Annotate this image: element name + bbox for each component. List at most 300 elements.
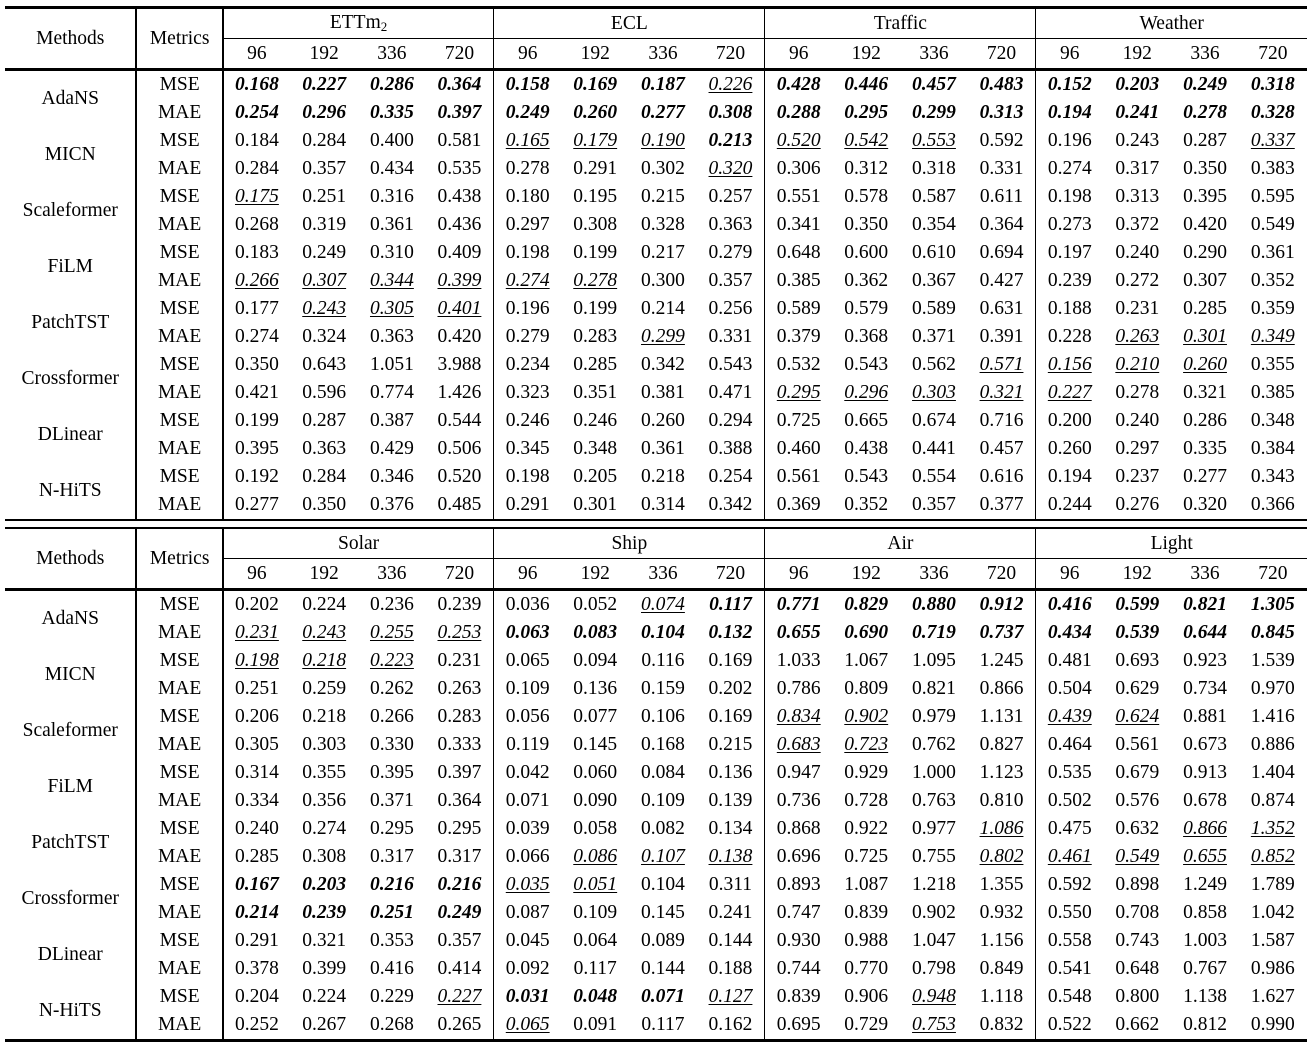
value-cell <box>1103 759 1171 787</box>
value: 1.218 <box>912 874 956 895</box>
value: 0.276 <box>1115 494 1160 515</box>
value: 0.369 <box>776 494 821 515</box>
horizon-header: 720 <box>697 39 765 70</box>
value-cell <box>629 407 696 435</box>
best-value: 0.187 <box>641 74 685 95</box>
value: 0.056 <box>505 706 550 727</box>
value-cell <box>968 70 1036 100</box>
value-cell <box>1103 379 1171 407</box>
value: 0.416 <box>369 958 414 979</box>
table-row <box>5 871 1307 899</box>
value-cell <box>358 647 425 675</box>
value-cell <box>900 463 967 491</box>
value-cell <box>968 899 1036 927</box>
value-cell <box>290 99 358 127</box>
value: 0.383 <box>1250 158 1295 179</box>
value: 0.725 <box>844 846 889 867</box>
value-cell <box>1171 703 1238 731</box>
value: 0.898 <box>1115 874 1160 895</box>
value-cell <box>223 731 290 759</box>
value: 0.678 <box>1183 790 1227 811</box>
second-best-value: 0.223 <box>369 650 414 671</box>
horizon-header: 720 <box>426 39 494 70</box>
value: 0.421 <box>234 382 279 403</box>
best-value: 0.031 <box>505 986 550 1007</box>
best-value: 0.446 <box>844 74 889 95</box>
value-cell <box>1239 731 1307 759</box>
value: 0.177 <box>234 298 279 319</box>
horizon-header: 720 <box>968 39 1036 70</box>
value: 0.359 <box>1250 298 1295 319</box>
value-cell <box>832 70 900 100</box>
value-cell <box>1171 491 1238 520</box>
value-cell <box>1239 927 1307 955</box>
metric-name: MSE <box>136 871 222 899</box>
value-cell <box>290 590 358 620</box>
metric-name: MSE <box>136 351 222 379</box>
second-best-value: 0.852 <box>1250 846 1295 867</box>
value-cell <box>832 843 900 871</box>
second-best-value: 0.074 <box>641 594 685 615</box>
value-cell <box>1239 127 1307 155</box>
value-cell <box>765 323 832 351</box>
value: 0.353 <box>369 930 414 951</box>
value: 0.922 <box>844 818 889 839</box>
value: 0.371 <box>369 790 414 811</box>
value-cell <box>561 239 629 267</box>
value-cell <box>1239 295 1307 323</box>
value: 1.047 <box>912 930 956 951</box>
value: 0.377 <box>979 494 1024 515</box>
value-cell <box>358 463 425 491</box>
value: 0.913 <box>1183 762 1227 783</box>
value: 0.312 <box>844 158 889 179</box>
value-cell <box>290 955 358 983</box>
value: 0.696 <box>776 846 821 867</box>
value-cell <box>290 491 358 520</box>
value-cell <box>832 183 900 211</box>
value-cell <box>765 463 832 491</box>
value: 0.274 <box>234 326 279 347</box>
table-row <box>5 463 1307 491</box>
value-cell <box>1239 491 1307 520</box>
value: 0.532 <box>776 354 821 375</box>
value: 3.988 <box>437 354 482 375</box>
value-cell <box>223 675 290 703</box>
value-cell <box>290 351 358 379</box>
value-cell <box>1036 675 1103 703</box>
best-value: 0.719 <box>912 622 956 643</box>
best-value: 0.655 <box>776 622 821 643</box>
value-cell <box>1036 759 1103 787</box>
value: 0.314 <box>234 762 279 783</box>
value-cell <box>1171 267 1238 295</box>
value: 0.858 <box>1183 902 1227 923</box>
value-cell <box>1036 70 1103 100</box>
value-cell <box>832 899 900 927</box>
value-cell <box>426 407 494 435</box>
value: 0.350 <box>234 354 279 375</box>
best-value: 0.308 <box>708 102 753 123</box>
value-cell <box>1171 463 1238 491</box>
value-cell <box>765 815 832 843</box>
value-cell <box>290 619 358 647</box>
value: 0.679 <box>1115 762 1160 783</box>
value-cell <box>629 647 696 675</box>
value: 0.485 <box>437 494 482 515</box>
value: 0.278 <box>505 158 550 179</box>
value: 0.395 <box>234 438 279 459</box>
table-row <box>5 155 1307 183</box>
value-cell <box>832 323 900 351</box>
value-cell <box>1036 731 1103 759</box>
value-cell <box>697 647 765 675</box>
value-cell <box>1036 211 1103 239</box>
value-cell <box>1103 491 1171 520</box>
value-cell <box>223 871 290 899</box>
value: 0.810 <box>979 790 1024 811</box>
value-cell <box>358 351 425 379</box>
value-cell <box>629 491 696 520</box>
metric-name: MAE <box>136 379 222 407</box>
value: 1.138 <box>1183 986 1227 1007</box>
value: 0.906 <box>844 986 889 1007</box>
value: 0.321 <box>1183 382 1227 403</box>
value: 0.629 <box>1115 678 1160 699</box>
value: 0.316 <box>369 186 414 207</box>
value: 0.294 <box>708 410 753 431</box>
value-cell <box>765 759 832 787</box>
value: 0.648 <box>776 242 821 263</box>
value: 0.305 <box>234 734 279 755</box>
best-value: 0.260 <box>573 102 618 123</box>
value-cell <box>1036 267 1103 295</box>
value: 0.729 <box>844 1014 889 1035</box>
table-row <box>5 647 1307 675</box>
value-cell <box>1103 590 1171 620</box>
value-cell <box>1171 70 1238 100</box>
value: 0.589 <box>776 298 821 319</box>
value-cell <box>358 955 425 983</box>
value-cell <box>765 787 832 815</box>
value: 0.475 <box>1047 818 1092 839</box>
value-cell <box>494 731 561 759</box>
value-cell <box>561 351 629 379</box>
value: 0.303 <box>302 734 347 755</box>
value: 0.240 <box>1115 410 1160 431</box>
value-cell <box>697 127 765 155</box>
value-cell <box>900 675 967 703</box>
second-best-value: 0.349 <box>1250 326 1295 347</box>
best-value: 0.278 <box>1183 102 1227 123</box>
value-cell <box>697 731 765 759</box>
value-cell <box>697 787 765 815</box>
value-cell <box>1239 1011 1307 1041</box>
value: 0.541 <box>1047 958 1092 979</box>
best-value: 0.117 <box>709 594 752 615</box>
best-value: 0.299 <box>912 102 956 123</box>
value: 0.767 <box>1183 958 1227 979</box>
value: 0.361 <box>1250 242 1295 263</box>
value-cell <box>223 647 290 675</box>
value-cell <box>968 871 1036 899</box>
value: 0.839 <box>844 902 889 923</box>
value-cell <box>358 183 425 211</box>
value: 0.460 <box>776 438 821 459</box>
method-name: MICN <box>5 127 136 183</box>
value-cell <box>290 843 358 871</box>
value: 0.481 <box>1047 650 1092 671</box>
value-cell <box>1103 843 1171 871</box>
value: 0.183 <box>234 242 279 263</box>
table-row <box>5 731 1307 759</box>
value-cell <box>561 1011 629 1041</box>
horizon-header: 96 <box>1036 559 1103 590</box>
value-cell <box>1239 407 1307 435</box>
value-cell <box>1171 127 1238 155</box>
table-row <box>5 211 1307 239</box>
value: 0.331 <box>979 158 1024 179</box>
value-cell <box>832 239 900 267</box>
value: 1.087 <box>844 874 889 895</box>
best-value: 0.318 <box>1250 74 1295 95</box>
value: 0.352 <box>1250 270 1295 291</box>
value-cell <box>1239 183 1307 211</box>
value-cell <box>968 843 1036 871</box>
value-cell <box>1103 70 1171 100</box>
second-best-value: 0.305 <box>369 298 414 319</box>
value-cell <box>494 155 561 183</box>
value-cell <box>1103 703 1171 731</box>
value-cell <box>561 899 629 927</box>
second-best-value: 0.179 <box>573 130 618 151</box>
value: 0.902 <box>912 902 956 923</box>
value-cell <box>1103 295 1171 323</box>
value-cell <box>1103 351 1171 379</box>
value-cell <box>561 871 629 899</box>
value-cell <box>629 619 696 647</box>
value: 0.923 <box>1183 650 1227 671</box>
value-cell <box>1036 871 1103 899</box>
value-cell <box>968 619 1036 647</box>
value-cell <box>494 463 561 491</box>
value-cell <box>697 675 765 703</box>
value-cell <box>697 983 765 1011</box>
horizon-header: 96 <box>765 39 832 70</box>
value-cell <box>832 871 900 899</box>
value-cell <box>1036 183 1103 211</box>
dataset-header <box>765 8 1036 39</box>
value-cell <box>1036 983 1103 1011</box>
value-cell <box>900 267 967 295</box>
second-best-value: 0.051 <box>573 874 618 895</box>
value: 0.763 <box>912 790 956 811</box>
value-cell <box>358 491 425 520</box>
value-cell <box>697 351 765 379</box>
value: 0.116 <box>641 650 685 671</box>
best-value: 0.880 <box>912 594 956 615</box>
value-cell <box>561 843 629 871</box>
value-cell <box>629 815 696 843</box>
value-cell <box>629 731 696 759</box>
value: 0.331 <box>708 326 753 347</box>
value: 0.381 <box>641 382 685 403</box>
value: 0.202 <box>234 594 279 615</box>
table-row <box>5 99 1307 127</box>
value-cell <box>1171 323 1238 351</box>
value-cell <box>1171 155 1238 183</box>
value: 0.543 <box>844 466 889 487</box>
value-cell <box>832 295 900 323</box>
metric-name: MAE <box>136 323 222 351</box>
value-cell <box>1036 463 1103 491</box>
value-cell <box>494 70 561 100</box>
metric-name: MSE <box>136 927 222 955</box>
value-cell <box>426 127 494 155</box>
value: 0.094 <box>573 650 618 671</box>
value-cell <box>1036 127 1103 155</box>
value-cell <box>561 759 629 787</box>
value-cell <box>290 647 358 675</box>
value-cell <box>1036 703 1103 731</box>
value-cell <box>832 787 900 815</box>
value-cell <box>290 675 358 703</box>
value-cell <box>426 871 494 899</box>
value: 0.300 <box>641 270 685 291</box>
value-cell <box>1103 211 1171 239</box>
horizon-header: 192 <box>290 39 358 70</box>
second-best-value: 0.243 <box>302 298 347 319</box>
value: 0.042 <box>505 762 550 783</box>
value: 0.368 <box>844 326 889 347</box>
value-cell <box>629 899 696 927</box>
value-cell <box>494 407 561 435</box>
value-cell <box>629 703 696 731</box>
value: 0.249 <box>302 242 347 263</box>
value: 0.643 <box>302 354 347 375</box>
value-cell <box>561 815 629 843</box>
value-cell <box>426 211 494 239</box>
value-cell <box>561 983 629 1011</box>
value-cell <box>494 843 561 871</box>
value-cell <box>1103 267 1171 295</box>
value-cell <box>561 267 629 295</box>
value-cell <box>765 647 832 675</box>
value-cell <box>900 127 967 155</box>
value: 1.033 <box>776 650 821 671</box>
best-value: 0.296 <box>302 102 347 123</box>
value-cell <box>290 731 358 759</box>
value-cell <box>900 183 967 211</box>
value: 0.734 <box>1183 678 1227 699</box>
value-cell <box>765 619 832 647</box>
value-cell <box>561 703 629 731</box>
value: 0.194 <box>1047 466 1092 487</box>
value-cell <box>1171 183 1238 211</box>
value: 0.199 <box>573 242 618 263</box>
value-cell <box>900 703 967 731</box>
value-cell <box>697 703 765 731</box>
value-cell <box>426 379 494 407</box>
value: 0.243 <box>1115 130 1160 151</box>
value-cell <box>968 759 1036 787</box>
value-cell <box>494 787 561 815</box>
value-cell <box>1103 183 1171 211</box>
value: 0.257 <box>708 186 753 207</box>
value-cell <box>223 379 290 407</box>
value-cell <box>1103 815 1171 843</box>
value: 0.434 <box>369 158 414 179</box>
value-cell <box>1171 731 1238 759</box>
best-value: 0.599 <box>1115 594 1160 615</box>
value-cell <box>223 323 290 351</box>
second-best-value: 0.401 <box>437 298 482 319</box>
value: 0.274 <box>302 818 347 839</box>
value-cell <box>765 435 832 463</box>
value: 0.662 <box>1115 1014 1160 1035</box>
value-cell <box>1036 843 1103 871</box>
best-value: 0.158 <box>505 74 550 95</box>
value-cell <box>629 463 696 491</box>
value: 0.395 <box>369 762 414 783</box>
value-cell <box>765 899 832 927</box>
value: 0.578 <box>844 186 889 207</box>
value-cell <box>223 70 290 100</box>
value: 1.095 <box>912 650 956 671</box>
value: 0.204 <box>234 986 279 1007</box>
value-cell <box>561 491 629 520</box>
metric-name: MSE <box>136 295 222 323</box>
value: 0.592 <box>979 130 1024 151</box>
value-cell <box>968 787 1036 815</box>
second-best-value: 0.655 <box>1183 846 1227 867</box>
value: 0.587 <box>912 186 956 207</box>
value: 0.342 <box>708 494 753 515</box>
value-cell <box>358 1011 425 1041</box>
value: 0.246 <box>505 410 550 431</box>
value: 0.520 <box>437 466 482 487</box>
value-cell <box>900 435 967 463</box>
value: 0.231 <box>1115 298 1160 319</box>
value: 0.502 <box>1047 790 1092 811</box>
value-cell <box>832 955 900 983</box>
value: 0.206 <box>234 706 279 727</box>
value-cell <box>765 70 832 100</box>
value-cell <box>223 843 290 871</box>
value: 0.308 <box>302 846 347 867</box>
value-cell <box>494 295 561 323</box>
value-cell <box>223 815 290 843</box>
value-cell <box>426 435 494 463</box>
value-cell <box>290 70 358 100</box>
value-cell <box>968 435 1036 463</box>
value: 0.395 <box>1183 186 1227 207</box>
table-row <box>5 239 1307 267</box>
dataset-header <box>1036 8 1307 39</box>
value-cell <box>1171 211 1238 239</box>
value-cell <box>900 619 967 647</box>
value-cell <box>765 239 832 267</box>
value-cell <box>765 955 832 983</box>
value: 0.420 <box>1183 214 1227 235</box>
second-best-value: 0.107 <box>641 846 685 867</box>
second-best-value: 0.127 <box>708 986 753 1007</box>
value-cell <box>968 99 1036 127</box>
value-cell <box>1239 590 1307 620</box>
header-row-datasets <box>5 528 1307 559</box>
value: 0.045 <box>505 930 550 951</box>
value-cell <box>900 899 967 927</box>
